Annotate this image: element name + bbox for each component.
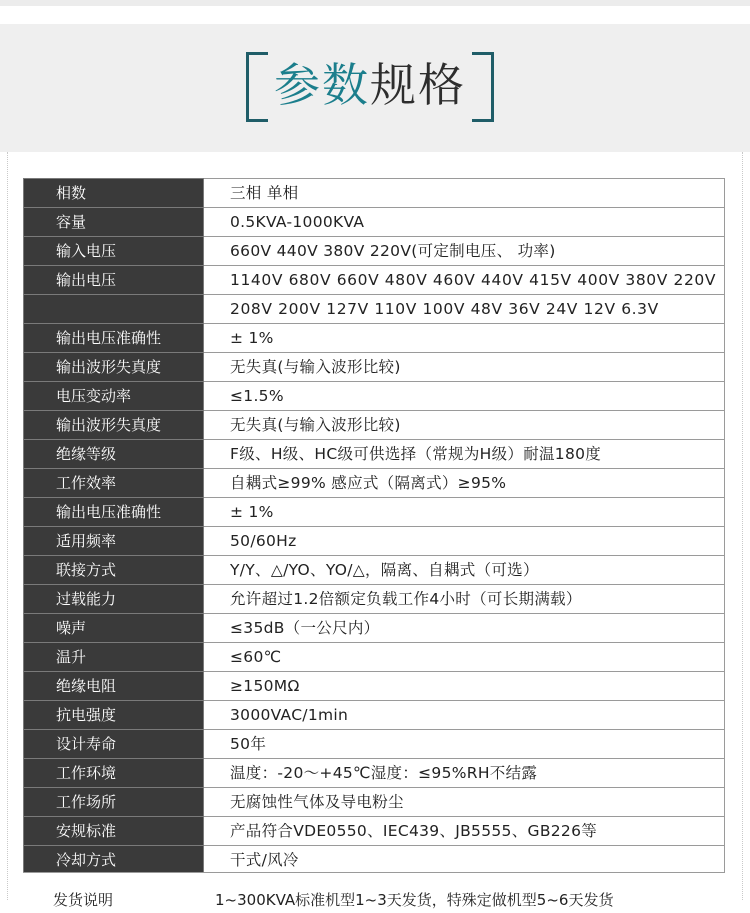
row-label: 温升 <box>24 643 204 672</box>
row-value: 允许超过1.2倍额定负载工作4小时（可长期满载） <box>204 585 725 614</box>
table-row <box>24 643 725 672</box>
table-row <box>24 208 725 237</box>
row-label: 输出电压 <box>24 266 204 295</box>
table-row <box>24 527 725 556</box>
row-label: 冷却方式 <box>24 846 204 875</box>
table-row <box>24 324 725 353</box>
row-label: 电压变动率 <box>24 382 204 411</box>
table-row <box>24 701 725 730</box>
table-row <box>24 498 725 527</box>
row-value: 温度：-20～+45℃湿度：≤95%RH不结露 <box>204 759 725 788</box>
table-row <box>24 295 725 324</box>
row-label: 工作场所 <box>24 788 204 817</box>
table-row <box>24 846 725 875</box>
row-label: 安规标准 <box>24 817 204 846</box>
table-row <box>24 730 725 759</box>
row-label: 联接方式 <box>24 556 204 585</box>
row-label: 输出电压准确性 <box>24 324 204 353</box>
title-part-2: 规格 <box>370 58 466 112</box>
row-value: 自耦式≥99% 感应式（隔离式）≥95% <box>204 469 725 498</box>
row-value: F级、H级、HC级可供选择（常规为H级）耐温180度 <box>204 440 725 469</box>
row-value: ≥150MΩ <box>204 672 725 701</box>
cut-off-row-value: 1~300KVA标准机型1~3天发货，特殊定做机型5~6天发货 <box>215 891 614 909</box>
page-title <box>246 54 494 116</box>
table-row <box>24 614 725 643</box>
row-value: 干式/风冷 <box>204 846 725 875</box>
row-value: 0.5KVA-1000KVA <box>204 208 725 237</box>
row-value: ≤1.5% <box>204 382 725 411</box>
table-row <box>24 411 725 440</box>
right-dotted-border <box>742 152 745 900</box>
spec-table <box>23 178 725 875</box>
row-value: ≤35dB（一公尺内） <box>204 614 725 643</box>
cut-off-row <box>23 872 725 913</box>
row-value: 208V 200V 127V 110V 100V 48V 36V 24V 12V 6.3V <box>204 295 725 324</box>
row-label: 抗电强度 <box>24 701 204 730</box>
table-row <box>24 353 725 382</box>
row-label: 适用频率 <box>24 527 204 556</box>
row-label: 设计寿命 <box>24 730 204 759</box>
table-row <box>24 382 725 411</box>
table-row <box>24 179 725 208</box>
row-value: Y/Y、△/YO、YO/△，隔离、自耦式（可选） <box>204 556 725 585</box>
top-divider-strip <box>0 0 750 6</box>
title-part-1: 参数 <box>274 58 370 112</box>
cut-off-row-label: 发货说明 <box>53 891 114 909</box>
table-row <box>24 817 725 846</box>
table-row <box>24 759 725 788</box>
row-label: 绝缘电阻 <box>24 672 204 701</box>
section-title <box>246 52 494 122</box>
row-label: 输出电压准确性 <box>24 498 204 527</box>
row-value: 3000VAC/1min <box>204 701 725 730</box>
row-value: 1140V 680V 660V 480V 460V 440V 415V 400V 380V 220V <box>204 266 725 295</box>
row-label: 噪声 <box>24 614 204 643</box>
row-label: 输入电压 <box>24 237 204 266</box>
row-value: 无失真(与输入波形比较) <box>204 411 725 440</box>
row-label: 工作效率 <box>24 469 204 498</box>
row-label: 容量 <box>24 208 204 237</box>
row-label: 输出波形失真度 <box>24 353 204 382</box>
row-label <box>24 295 204 324</box>
table-row <box>24 672 725 701</box>
row-label: 绝缘等级 <box>24 440 204 469</box>
row-value: ± 1% <box>204 498 725 527</box>
table-row <box>24 788 725 817</box>
row-value: 产品符合VDE0550、IEC439、JB5555、GB226等 <box>204 817 725 846</box>
row-label: 输出波形失真度 <box>24 411 204 440</box>
row-value: ± 1% <box>204 324 725 353</box>
row-value: 三相 单相 <box>204 179 725 208</box>
row-label: 工作环境 <box>24 759 204 788</box>
table-row <box>24 266 725 295</box>
table-row <box>24 237 725 266</box>
table-row <box>24 469 725 498</box>
row-label: 过载能力 <box>24 585 204 614</box>
row-value: 50/60Hz <box>204 527 725 556</box>
row-value: 50年 <box>204 730 725 759</box>
table-row <box>24 585 725 614</box>
left-dotted-border <box>7 152 10 900</box>
table-row <box>24 556 725 585</box>
table-row <box>24 440 725 469</box>
row-value: 无腐蚀性气体及导电粉尘 <box>204 788 725 817</box>
row-value: ≤60℃ <box>204 643 725 672</box>
row-value: 660V 440V 380V 220V(可定制电压、 功率) <box>204 237 725 266</box>
row-label: 相数 <box>24 179 204 208</box>
row-value: 无失真(与输入波形比较) <box>204 353 725 382</box>
